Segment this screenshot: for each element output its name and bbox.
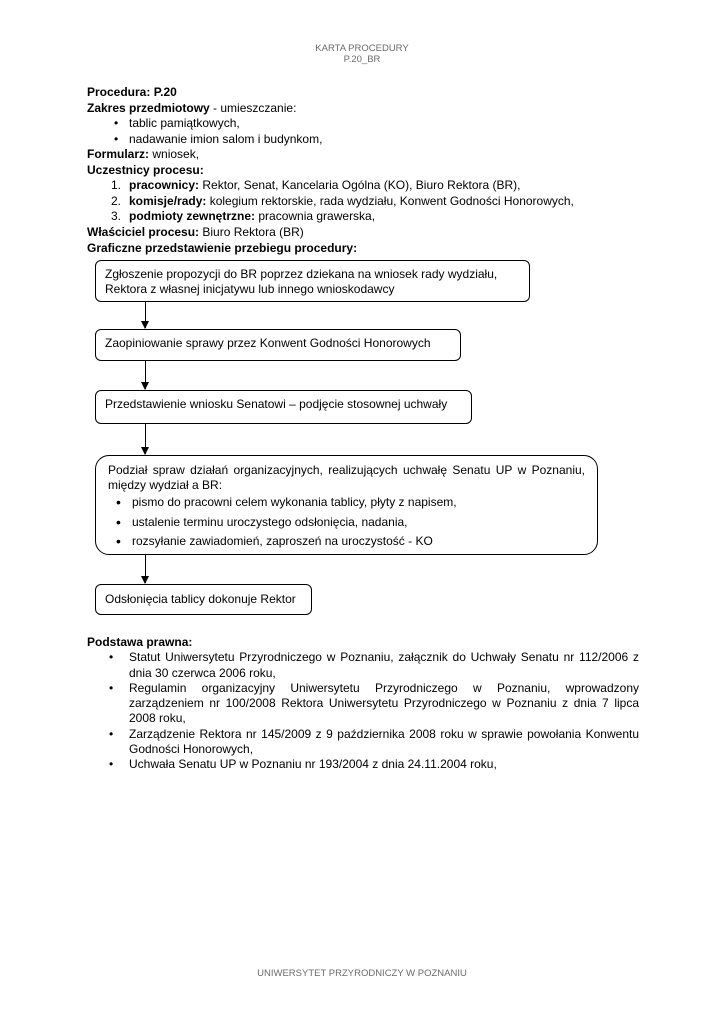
flow-arrow [145, 555, 146, 583]
participants-list [87, 178, 647, 225]
owner-value: Biuro Rektora (BR) [199, 224, 304, 239]
participant-value: Rektor, Senat, Kancelaria Ogólna (KO), Biuro Rektora (BR), [199, 178, 521, 192]
flow-step-division [95, 455, 598, 555]
form-line [87, 147, 647, 163]
legal-basis [87, 635, 639, 773]
list-item [111, 209, 647, 225]
participant-category: podmioty zewnętrzne: [129, 209, 256, 223]
flow-title: Graficzne przedstawienie przebiegu procedury: [87, 241, 358, 255]
scope-suffix: - umieszczanie: [209, 100, 297, 115]
list-item: • nadawanie imion salom i budynkom, [129, 132, 647, 148]
header-title: KARTA PROCEDURY [315, 43, 409, 54]
legal-title: Podstawa prawna: [87, 635, 193, 649]
owner-label: Właściciel procesu: [87, 224, 200, 239]
procedure-code: P.20 [153, 85, 177, 99]
list-item: • Regulamin organizacyjny Uniwersytetu Przyrodniczego w Poznaniu, wprowadzony zarządzeniem nr 100/2008 Rektora Uniwersytetu Przyrodniczego w Poznaniu z dnia 7 lipca 2008 roku, [129, 681, 639, 727]
flow-step-submission [95, 260, 530, 302]
header-code: P.20_BR [343, 54, 381, 65]
procedure-label: Procedura: [87, 85, 151, 99]
scope-line [87, 101, 647, 117]
item-number: 2. [111, 193, 122, 208]
flow-step-text: Podział spraw działań organizacyjnych, realizujących uchwałę Senatu UP w Poznaniu, między wydział a BR: [108, 463, 585, 492]
legal-list [87, 650, 639, 772]
participant-value: kolegium rektorskie, rada wydziału, Konwent Godności Honorowych, [206, 193, 574, 208]
participant-category: pracownicy: [129, 178, 200, 192]
list-item [111, 178, 647, 194]
item-number: 3. [111, 209, 122, 223]
list-item: • Statut Uniwersytetu Przyrodniczego w Poznaniu, załącznik do Uchwały Senatu nr 112/2006 z dnia 30 czerwca 2006 roku, [129, 650, 639, 681]
procedure-line [87, 85, 647, 101]
participants-heading [87, 163, 647, 179]
flow-step-unveiling [95, 584, 312, 615]
list-item: • pismo do pracowni celem wykonania tablicy, płyty z napisem, [132, 493, 585, 513]
scope-list [87, 116, 647, 147]
list-item: • rozsyłanie zawiadomień, zaproszeń na uroczystość - KO [132, 532, 585, 552]
participant-value: pracownia grawerska, [255, 209, 376, 223]
flow-arrow [145, 424, 146, 454]
flow-step-text: Przedstawienie wniosku Senatowi – podjęcie stosownej uchwały [105, 397, 448, 411]
procedure-metadata [87, 85, 647, 240]
page-header [0, 43, 724, 65]
flow-step-text: Zgłoszenie propozycji do BR poprzez dziekana na wniosek rady wydziału, Rektora z własnej inicjatywu lub innego wnioskodawcy [105, 267, 498, 296]
item-number: 1. [111, 178, 122, 192]
flow-step-list [108, 493, 585, 552]
list-item: • tablic pamiątkowych, [129, 116, 647, 132]
flow-step-senate [95, 390, 472, 424]
flow-arrow [145, 302, 146, 328]
page-footer: UNIWERSYTET PRZYRODNICZY W POZNANIU [257, 968, 467, 979]
participant-category: komisje/rady: [129, 193, 207, 208]
form-label: Formularz: [87, 147, 150, 161]
form-value: wniosek, [149, 147, 200, 161]
list-item: • ustalenie terminu uroczystego odsłonięcia, nadania, [132, 513, 585, 533]
list-item: • Zarządzenie Rektora nr 145/2009 z 9 października 2008 roku w sprawie powołania Konwentu Godności Honorowych, [129, 727, 639, 758]
flow-step-text: Zaopiniowanie sprawy przez Konwent Godności Honorowych [105, 336, 431, 350]
scope-label: Zakres przedmiotowy [87, 100, 210, 115]
owner-line [87, 225, 647, 241]
flow-arrow [145, 361, 146, 389]
list-item [111, 193, 647, 210]
list-item: • Uchwała Senatu UP w Poznaniu nr 193/2004 z dnia 24.11.2004 roku, [129, 757, 639, 772]
participants-label: Uczestnicy procesu: [87, 162, 204, 177]
flow-step-text: Odsłonięcia tablicy dokonuje Rektor [105, 592, 296, 606]
flow-step-opinion [95, 329, 461, 361]
